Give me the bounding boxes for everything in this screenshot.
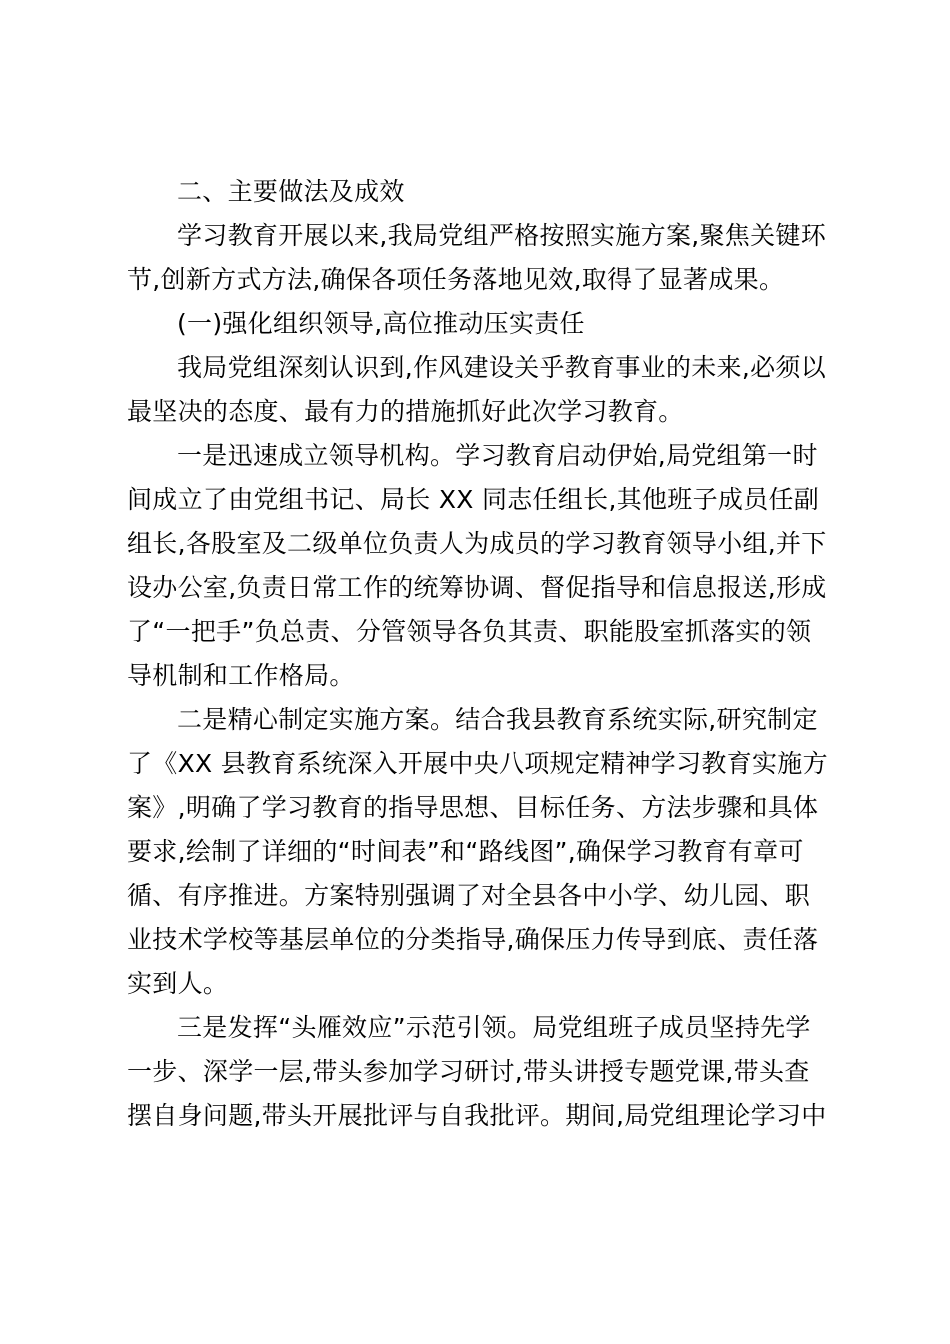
paragraph-line: 业技术学校等基层单位的分类指导,确保压力传导到底、责任落 — [127, 925, 819, 954]
section-heading: 二、主要做法及成效 — [177, 177, 405, 206]
paragraph-line: 三是发挥“头雁效应”示范引领。局党组班子成员坚持先学 — [177, 1013, 811, 1042]
paragraph-line: 一步、深学一层,带头参加学习研讨,带头讲授专题党课,带头查 — [127, 1057, 810, 1086]
intro-paragraph — [127, 214, 837, 302]
paragraph-line: 组长,各股室及二级单位负责人为成员的学习教育领导小组,并下 — [127, 529, 827, 558]
paragraph-line: 最坚决的态度、最有力的措施抓好此次学习教育。 — [127, 397, 684, 426]
paragraph-line: 摆自身问题,带头开展批评与自我批评。期间,局党组理论学习中 — [127, 1101, 827, 1130]
subsection-heading: (一)强化组织领导,高位推动压实责任 — [177, 309, 585, 338]
paragraph-1 — [127, 346, 837, 434]
paragraph-3 — [127, 698, 837, 1006]
paragraph-line: 我局党组深刻认识到,作风建设关乎教育事业的未来,必须以 — [177, 353, 826, 382]
paragraph-line: 了《XX 县教育系统深入开展中央八项规定精神学习教育实施方 — [127, 749, 828, 778]
paragraph-line: 设办公室,负责日常工作的统筹协调、督促指导和信息报送,形成 — [127, 573, 827, 602]
paragraph-line: 要求,绘制了详细的“时间表”和“路线图”,确保学习教育有章可 — [127, 837, 804, 866]
paragraph-4 — [127, 1006, 837, 1138]
paragraph-line: 一是迅速成立领导机构。学习教育启动伊始,局党组第一时 — [177, 441, 818, 470]
paragraph-line: 循、有序推进。方案特别强调了对全县各中小学、幼儿园、职 — [127, 881, 811, 910]
paragraph-line: 学习教育开展以来,我局党组严格按照实施方案,聚焦关键环 — [177, 221, 826, 250]
paragraph-line: 二是精心制定实施方案。结合我县教育系统实际,研究制定 — [177, 705, 818, 734]
paragraph-line: 案》,明确了学习教育的指导思想、目标任务、方法步骤和具体 — [127, 793, 819, 822]
paragraph-line: 实到人。 — [127, 969, 229, 998]
document-body — [127, 170, 837, 1138]
paragraph-line: 间成立了由党组书记、局长 XX 同志任组长,其他班子成员任副 — [127, 485, 820, 514]
paragraph-line: 了“一把手”负总责、分管领导各负其责、职能股室抓落实的领 — [127, 617, 812, 646]
paragraph-2 — [127, 434, 837, 698]
paragraph-line: 导机制和工作格局。 — [127, 661, 355, 690]
paragraph-line: 节,创新方式方法,确保各项任务落地见效,取得了显著成果。 — [127, 265, 785, 294]
